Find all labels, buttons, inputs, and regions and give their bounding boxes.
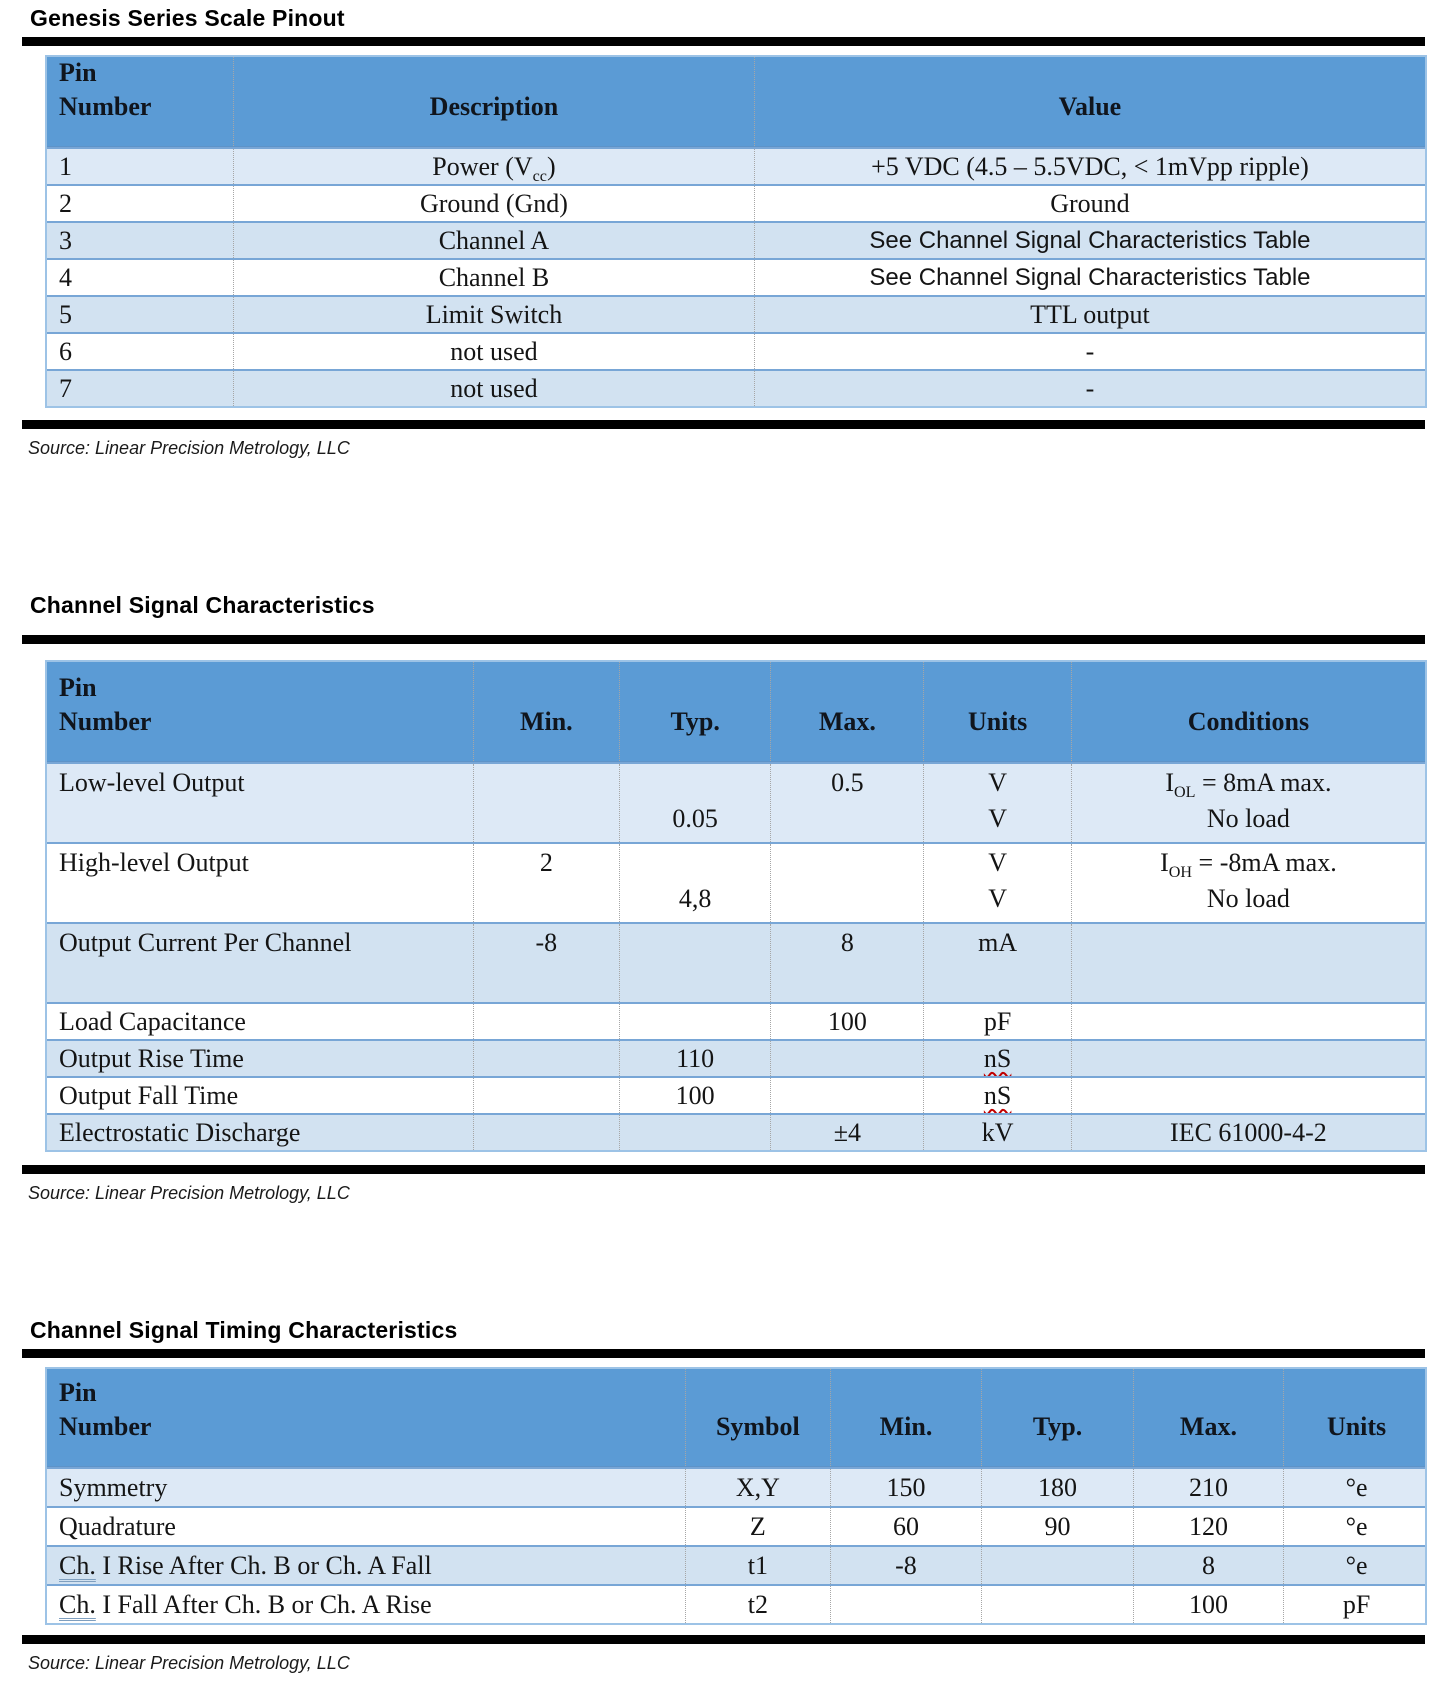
table-cell	[685, 1469, 830, 1506]
table-cell	[619, 1004, 771, 1039]
cell-line	[543, 1042, 550, 1076]
cell-line: pF	[1342, 1589, 1371, 1619]
table-header-cell	[770, 662, 923, 761]
table-cell	[1071, 1078, 1425, 1113]
table-cell	[473, 1078, 619, 1113]
cell-line: V	[988, 884, 1007, 913]
table-cell	[1071, 1115, 1425, 1150]
table-cell	[47, 924, 473, 1002]
table-cell	[47, 223, 233, 258]
table-row	[47, 184, 1425, 221]
cell-line: 2	[59, 188, 72, 218]
table-cell	[923, 1078, 1070, 1113]
table-row	[47, 1113, 1425, 1150]
table-header-row	[47, 1369, 1425, 1467]
heading-rule	[22, 1349, 1425, 1358]
table-row	[47, 295, 1425, 332]
table-header-cell	[473, 662, 619, 761]
table-cell	[1283, 1508, 1429, 1545]
cell-line: Description	[429, 92, 559, 121]
cell-line: V	[988, 768, 1007, 797]
table-cell	[47, 1004, 473, 1039]
cell-line: Pin	[59, 673, 97, 702]
cell-line: 5	[59, 299, 72, 329]
table-cell	[685, 1586, 830, 1623]
table-row	[47, 1506, 1425, 1545]
table-cell	[1071, 844, 1425, 922]
table-cell	[233, 297, 754, 332]
cell-line	[543, 1079, 550, 1113]
table-row	[47, 762, 1425, 842]
cell-line: $I_{OH} = -8mA$ max.	[1160, 848, 1337, 882]
table-cell	[981, 1469, 1133, 1506]
cell-line: No load	[1206, 884, 1290, 913]
table-cell	[619, 844, 771, 922]
cell-line: Electrostatic Discharge	[59, 1117, 301, 1147]
table-header-cell	[981, 1369, 1133, 1466]
cell-line: ±4	[833, 1117, 862, 1147]
table-bottom-rule	[22, 420, 1425, 429]
table-cell	[619, 924, 771, 1002]
cell-line: High-level Output	[59, 848, 249, 877]
table-cell	[47, 1586, 685, 1623]
table-header-cell	[923, 662, 1070, 761]
cell-line: Number	[59, 92, 152, 121]
table-row	[47, 842, 1425, 922]
table-cell	[47, 1469, 685, 1506]
table-cell	[770, 924, 923, 1002]
table-header-cell	[47, 662, 473, 761]
table-cell	[47, 186, 233, 221]
table-cell	[754, 186, 1425, 221]
table-cell	[47, 1078, 473, 1113]
table-cell	[233, 334, 754, 369]
table-cell	[685, 1508, 830, 1545]
table-cell	[770, 764, 923, 842]
table-cell	[1133, 1547, 1283, 1584]
cell-line	[1054, 1588, 1061, 1622]
table-cell	[473, 1115, 619, 1150]
table-cell	[47, 260, 233, 295]
cell-line: Max.	[818, 707, 876, 736]
table-cell	[47, 1041, 473, 1076]
cell-line	[844, 846, 851, 880]
cell-line	[543, 766, 550, 800]
table-cell	[1133, 1469, 1283, 1506]
cell-line	[844, 1079, 851, 1113]
heading-rule	[22, 37, 1425, 46]
table-cell	[981, 1547, 1133, 1584]
cell-line: Number	[59, 707, 152, 736]
table-cell	[473, 764, 619, 842]
table-row	[47, 1039, 1425, 1076]
table-cell	[233, 371, 754, 406]
cell-line: Ground (Gnd)	[419, 188, 568, 218]
cell-line: 7	[59, 373, 72, 403]
source-note: Source: Linear Precision Metrology, LLC	[28, 438, 350, 458]
cell-line	[692, 1005, 699, 1039]
cell-line: Value	[1058, 92, 1122, 121]
table-cell	[1071, 1041, 1425, 1076]
table-cell	[1133, 1508, 1283, 1545]
table-cell	[830, 1508, 982, 1545]
table-cell	[923, 764, 1070, 842]
cell-line: -8	[535, 928, 558, 957]
table-header-cell	[47, 1369, 685, 1466]
cell-line: Symmetry	[59, 1472, 168, 1502]
table-cell	[830, 1586, 982, 1623]
cell-line	[692, 766, 699, 800]
table-row	[47, 258, 1425, 295]
cell-line: -8	[895, 1550, 917, 1580]
signal-characteristics-table	[45, 660, 1427, 1152]
cell-line: Ch. I Fall After Ch. B or Ch. A Rise	[59, 1589, 432, 1619]
cell-line: Typ.	[1032, 1412, 1083, 1441]
cell-line: 110	[676, 1043, 715, 1073]
source-note: Source: Linear Precision Metrology, LLC	[28, 1183, 350, 1203]
source-note: Source: Linear Precision Metrology, LLC	[28, 1653, 350, 1673]
table-cell	[770, 1115, 923, 1150]
cell-line	[692, 846, 699, 880]
table-cell	[685, 1547, 830, 1584]
table-row	[47, 922, 1425, 1002]
table-cell	[473, 924, 619, 1002]
cell-line	[1245, 926, 1252, 960]
cell-line: Pin	[59, 1378, 97, 1407]
table-header-cell	[1133, 1369, 1283, 1466]
cell-line: 210	[1188, 1472, 1228, 1502]
table-header-cell	[685, 1369, 830, 1466]
table-row	[47, 1076, 1425, 1113]
table-cell	[1283, 1547, 1429, 1584]
table-row	[47, 1545, 1425, 1584]
table-cell	[754, 297, 1425, 332]
cell-line: Output Current Per Channel	[59, 928, 352, 957]
section-signal-characteristics	[0, 591, 1445, 1204]
table-cell	[830, 1547, 982, 1584]
table-header-cell	[830, 1369, 982, 1466]
cell-line: °e	[1345, 1550, 1368, 1580]
table-row	[47, 221, 1425, 258]
cell-line: Symbol	[715, 1412, 800, 1441]
table-cell	[1133, 1586, 1283, 1623]
table-cell	[981, 1508, 1133, 1545]
table-cell	[770, 844, 923, 922]
table-cell	[233, 149, 754, 184]
cell-line: Output Fall Time	[59, 1080, 239, 1110]
section-title: Genesis Series Scale Pinout	[30, 5, 345, 31]
cell-line: Typ.	[670, 707, 720, 736]
cell-line: pF	[983, 1006, 1012, 1036]
table-cell	[754, 149, 1425, 184]
table-cell	[47, 334, 233, 369]
table-cell	[1071, 924, 1425, 1002]
table-row	[47, 147, 1425, 184]
table-cell	[47, 1547, 685, 1584]
section-title: Channel Signal Characteristics	[30, 592, 375, 618]
cell-line	[1245, 1079, 1252, 1113]
table-header-cell	[754, 57, 1425, 146]
cell-line: Channel A	[438, 225, 550, 255]
cell-line: Ch. I Rise After Ch. B or Ch. A Fall	[59, 1550, 432, 1580]
cell-line: 100	[1188, 1589, 1228, 1619]
cell-line: See Channel Signal Characteristics Table	[869, 227, 1311, 254]
cell-line: 2	[539, 848, 553, 877]
table-cell	[923, 1041, 1070, 1076]
table-cell	[233, 186, 754, 221]
table-cell	[47, 1115, 473, 1150]
cell-line: nS	[983, 1080, 1012, 1110]
cell-line: 8	[1201, 1550, 1215, 1580]
table-cell	[1071, 1004, 1425, 1039]
cell-line: -	[1085, 373, 1095, 403]
table-header-cell	[1283, 1369, 1429, 1466]
cell-line: °e	[1345, 1511, 1368, 1541]
cell-line: kV	[981, 1117, 1014, 1147]
table-cell	[754, 334, 1425, 369]
cell-line: Units	[1326, 1412, 1387, 1441]
table-cell	[619, 1041, 771, 1076]
cell-line	[1245, 1005, 1252, 1039]
table-cell	[923, 1004, 1070, 1039]
table-cell	[830, 1469, 982, 1506]
cell-line: mA	[978, 928, 1018, 957]
table-cell	[47, 1508, 685, 1545]
table-cell	[923, 924, 1070, 1002]
cell-line: Low-level Output	[59, 768, 245, 797]
table-row	[47, 369, 1425, 406]
table-header-cell	[1071, 662, 1425, 761]
cell-line: 4,8	[678, 884, 712, 913]
cell-line: 0.05	[672, 804, 718, 833]
table-cell	[47, 764, 473, 842]
table-cell	[619, 1115, 771, 1150]
cell-line: nS	[983, 1043, 1012, 1073]
cell-line	[543, 1005, 550, 1039]
table-cell	[754, 223, 1425, 258]
timing-characteristics-table	[45, 1367, 1427, 1625]
cell-line: No load	[1206, 804, 1290, 833]
table-row	[47, 332, 1425, 369]
cell-line: 120	[1188, 1511, 1228, 1541]
cell-line: 150	[886, 1472, 926, 1502]
table-cell	[754, 371, 1425, 406]
table-bottom-rule	[22, 1635, 1425, 1644]
cell-line: See Channel Signal Characteristics Table	[869, 264, 1311, 291]
cell-line: 100	[675, 1080, 715, 1110]
cell-line: Units	[967, 707, 1028, 736]
table-header-cell	[47, 57, 233, 146]
table-row	[47, 1467, 1425, 1506]
cell-line: °e	[1345, 1472, 1368, 1502]
table-header-cell	[233, 57, 754, 146]
cell-line	[844, 1042, 851, 1076]
cell-line: V	[988, 848, 1007, 877]
cell-line: 180	[1038, 1472, 1078, 1502]
cell-line	[543, 1116, 550, 1150]
cell-line: X,Y	[735, 1472, 780, 1502]
cell-line: Output Rise Time	[59, 1043, 244, 1073]
cell-line: V	[988, 804, 1007, 833]
cell-line	[903, 1588, 910, 1622]
table-cell	[473, 844, 619, 922]
table-cell	[770, 1078, 923, 1113]
table-header-row	[47, 662, 1425, 762]
table-cell	[770, 1041, 923, 1076]
cell-line: 8	[840, 928, 854, 957]
cell-line: Conditions	[1187, 707, 1310, 736]
cell-line	[692, 926, 699, 960]
table-bottom-rule	[22, 1165, 1425, 1174]
datasheet-page	[0, 4, 1445, 1674]
cell-line: 60	[892, 1511, 919, 1541]
cell-line: Channel B	[438, 262, 550, 292]
cell-line: t1	[747, 1550, 768, 1580]
table-cell	[923, 844, 1070, 922]
table-cell	[1283, 1469, 1429, 1506]
table-cell	[1071, 764, 1425, 842]
table-cell	[47, 371, 233, 406]
cell-line: -	[1085, 336, 1095, 366]
table-header-row	[47, 57, 1425, 147]
table-header-cell	[619, 662, 771, 761]
cell-line: 90	[1044, 1511, 1071, 1541]
cell-line: 0.5	[831, 768, 864, 797]
cell-line	[692, 1116, 699, 1150]
table-cell	[1283, 1586, 1429, 1623]
cell-line: Number	[59, 1412, 152, 1441]
cell-line: Max.	[1179, 1412, 1237, 1441]
section-title: Channel Signal Timing Characteristics	[30, 1317, 458, 1343]
cell-line: Limit Switch	[425, 299, 563, 329]
table-cell	[619, 764, 771, 842]
table-cell	[47, 844, 473, 922]
cell-line: Quadrature	[59, 1511, 176, 1541]
pinout-table	[45, 55, 1427, 408]
cell-line: Min.	[879, 1412, 933, 1441]
cell-line: 6	[59, 336, 72, 366]
cell-line: 100	[827, 1006, 867, 1036]
table-cell	[47, 149, 233, 184]
table-cell	[473, 1004, 619, 1039]
cell-line: TTL output	[1030, 299, 1150, 329]
heading-rule	[22, 635, 1425, 644]
cell-line: Ground	[1050, 188, 1130, 218]
table-row	[47, 1002, 1425, 1039]
section-timing-characteristics	[0, 1316, 1445, 1674]
table-cell	[981, 1586, 1133, 1623]
table-cell	[233, 260, 754, 295]
cell-line: 1	[59, 151, 72, 181]
table-cell	[233, 223, 754, 258]
cell-line: Load Capacitance	[59, 1006, 246, 1036]
cell-line: $I_{OL} = 8mA$ max.	[1165, 768, 1332, 802]
section-scale-pinout	[0, 4, 1445, 459]
cell-line: t2	[747, 1589, 768, 1619]
table-cell	[619, 1078, 771, 1113]
cell-line	[1245, 1042, 1252, 1076]
table-cell	[770, 1004, 923, 1039]
table-cell	[754, 260, 1425, 295]
cell-line: +5 VDC (4.5 – 5.5VDC, < 1mVpp ripple)	[871, 151, 1309, 181]
table-row	[47, 1584, 1425, 1623]
cell-line: Power $(V_{cc})$	[432, 151, 556, 184]
cell-line: 3	[59, 225, 72, 255]
table-cell	[923, 1115, 1070, 1150]
cell-line: Pin	[59, 58, 97, 87]
cell-line: 4	[59, 262, 72, 292]
cell-line: not used	[450, 336, 538, 366]
table-cell	[473, 1041, 619, 1076]
cell-line	[1054, 1549, 1061, 1583]
cell-line: Z	[749, 1511, 766, 1541]
cell-line: Min.	[519, 707, 573, 736]
table-cell	[47, 297, 233, 332]
cell-line: IEC 61000-4-2	[1170, 1117, 1327, 1147]
cell-line: not used	[450, 373, 538, 403]
